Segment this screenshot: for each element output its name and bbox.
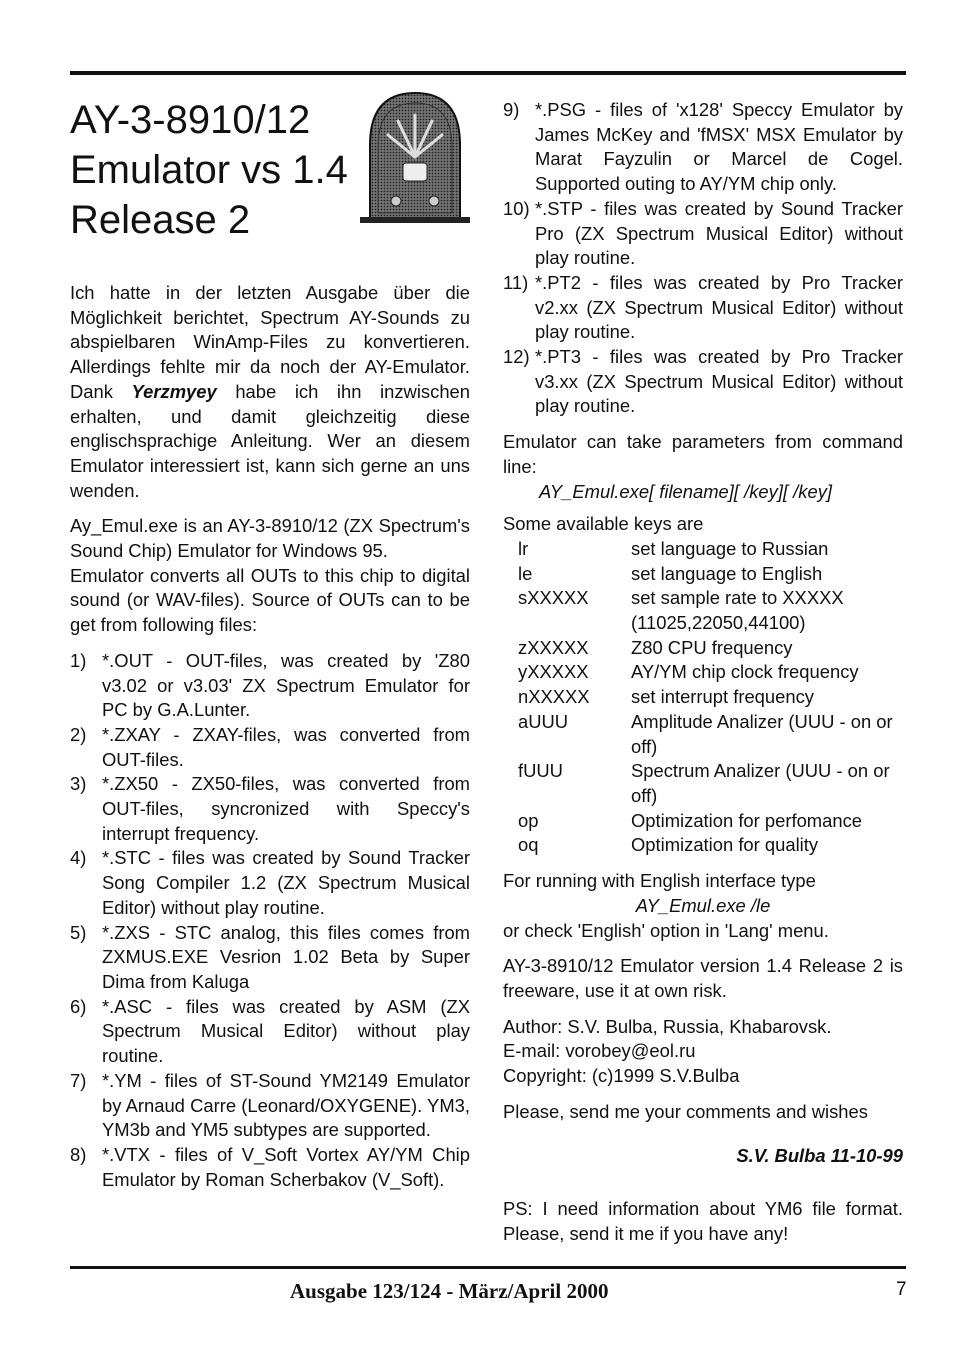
ps-note: PS: I need information about YM6 file format. Please, send it me if you have any! xyxy=(503,1198,903,1244)
freeware-paragraph: AY-3-8910/12 Emulator version 1.4 Release 2 is freeware, use it at own risk. xyxy=(503,955,903,1001)
intro-paragraph xyxy=(70,281,470,503)
key-row: zXXXXX Z80 CPU frequency xyxy=(518,636,793,658)
key-row: fUUU Spectrum Analizer (UUU - on or off) xyxy=(518,760,890,806)
list-item: 11) *.PT2 - files was created by Pro Tracker v2.xx (ZX Spectrum Musical Editor) without play routine. xyxy=(503,271,903,343)
keys-heading: Some available keys are xyxy=(503,513,704,535)
command-line-syntax: AY_Emul.exe[ filename][ /key][ /key] xyxy=(539,480,833,502)
list-item: 1) *.OUT - OUT-files, was created by 'Z80 v3.02 or v3.03' ZX Spectrum Emulator for PC by G.A.Lunter. xyxy=(70,649,470,721)
converts-paragraph: Emulator converts all OUTs to this chip to digital sound (or WAV-files). Source of OUTs can to be get from following files: xyxy=(70,564,470,636)
page-number: 7 xyxy=(896,1279,907,1300)
key-row: nXXXXX set interrupt frequency xyxy=(518,686,814,708)
top-rule xyxy=(70,71,906,75)
list-item: 3) *.ZX50 - ZX50-files, was converted from OUT-files, syncronized with Speccy's interrupt frequency. xyxy=(70,773,470,844)
title-line-2: Emulator vs 1.4 xyxy=(70,148,348,192)
file-types-list xyxy=(70,649,470,1192)
issue-label: Ausgabe 123/124 - März/April 2000 xyxy=(290,1279,609,1303)
list-item: 8) *.VTX - files of V_Soft Vortex AY/YM Chip Emulator by Roman Scherbakov (V_Soft). xyxy=(70,1143,470,1190)
english-interface-line: For running with English interface type xyxy=(503,870,816,892)
intro-name: Yerzmyey xyxy=(131,380,217,402)
english-menu-line: or check 'English' option in 'Lang' menu. xyxy=(503,919,829,941)
file-types-list-continued xyxy=(503,98,903,419)
vintage-radio-icon xyxy=(356,85,474,225)
title-line-3: Release 2 xyxy=(70,198,251,242)
list-item: 10) *.STP - files was created by Sound Tracker Pro (ZX Spectrum Musical Editor) without play routine. xyxy=(503,197,903,269)
article-title xyxy=(70,95,370,245)
title-block xyxy=(70,95,470,275)
key-row: le set language to English xyxy=(518,562,823,584)
key-row: oq Optimization for quality xyxy=(518,834,819,856)
left-column xyxy=(70,95,470,1192)
signature: S.V. Bulba 11-10-99 xyxy=(736,1145,903,1167)
list-item: 12) *.PT3 - files was created by Pro Tracker v3.xx (ZX Spectrum Musical Editor) without play routine. xyxy=(503,346,903,417)
list-item: 6) *.ASC - files was created by ASM (ZX Spectrum Musical Editor) without play routine. xyxy=(70,995,470,1067)
key-row: sXXXXX set sample rate to XXXXX (11025,22050,44100) xyxy=(518,587,844,634)
keys-table xyxy=(503,537,903,858)
right-column xyxy=(503,98,903,1258)
params-paragraph: Emulator can take parameters from command line: xyxy=(503,431,903,477)
comments-request: Please, send me your comments and wishes xyxy=(503,1100,868,1122)
list-item: 7) *.YM - files of ST-Sound YM2149 Emulator by Arnaud Carre (Leonard/OXYGENE). YM3, YM3b and YM5 subtypes are supported. xyxy=(70,1069,470,1141)
english-command: AY_Emul.exe /le xyxy=(635,894,771,916)
list-item: 9) *.PSG - files of 'x128' Speccy Emulator by James McKey and 'fMSX' MSX Emulator by Marat Fayzulin or Marcel de Cogel. Supported outing to AY/YM chip only. xyxy=(503,99,903,195)
description-paragraph: Ay_Emul.exe is an AY-3-8910/12 (ZX Spectrum's Sound Chip) Emulator for Windows 95. xyxy=(70,515,470,562)
email-line: E-mail: vorobey@eol.ru xyxy=(503,1040,696,1062)
title-line-1: AY-3-8910/12 xyxy=(70,98,311,142)
author-line: Author: S.V. Bulba, Russia, Khabarovsk. xyxy=(503,1015,832,1037)
key-row: lr set language to Russian xyxy=(518,537,829,559)
list-item: 5) *.ZXS - STC analog, this files comes from ZXMUS.EXE Vesrion 1.02 Beta by Super Dima from Kaluga xyxy=(70,921,470,992)
bottom-rule xyxy=(70,1266,906,1269)
key-row: op Optimization for perfomance xyxy=(518,809,863,831)
key-row: aUUU Amplitude Analizer (UUU - on or off) xyxy=(518,710,893,757)
intro-text-after: habe ich ihn inzwischen erhalten, und damit gleichzeitig diese englischsprachige Anleitung. Wer an diesem Emulator interessiert ist, kann sich gerne an uns wenden. xyxy=(70,380,470,501)
key-row: yXXXXX AY/YM chip clock frequency xyxy=(518,661,859,683)
intro-text-before: Ich hatte in der letzten Ausgabe über die Möglichkeit berichtet, Spectrum AY-Sounds zu abspielbaren WinAmp-Files zu konvertieren. Allerdings fehlte mir da noch der AY-Emulator. Dank xyxy=(70,282,470,402)
list-item: 4) *.STC - files was created by Sound Tracker Song Compiler 1.2 (ZX Spectrum Musical Editor) without play routine. xyxy=(70,847,470,918)
list-item: 2) *.ZXAY - ZXAY-files, was converted from OUT-files. xyxy=(70,723,470,770)
copyright-line: Copyright: (c)1999 S.V.Bulba xyxy=(503,1065,740,1087)
